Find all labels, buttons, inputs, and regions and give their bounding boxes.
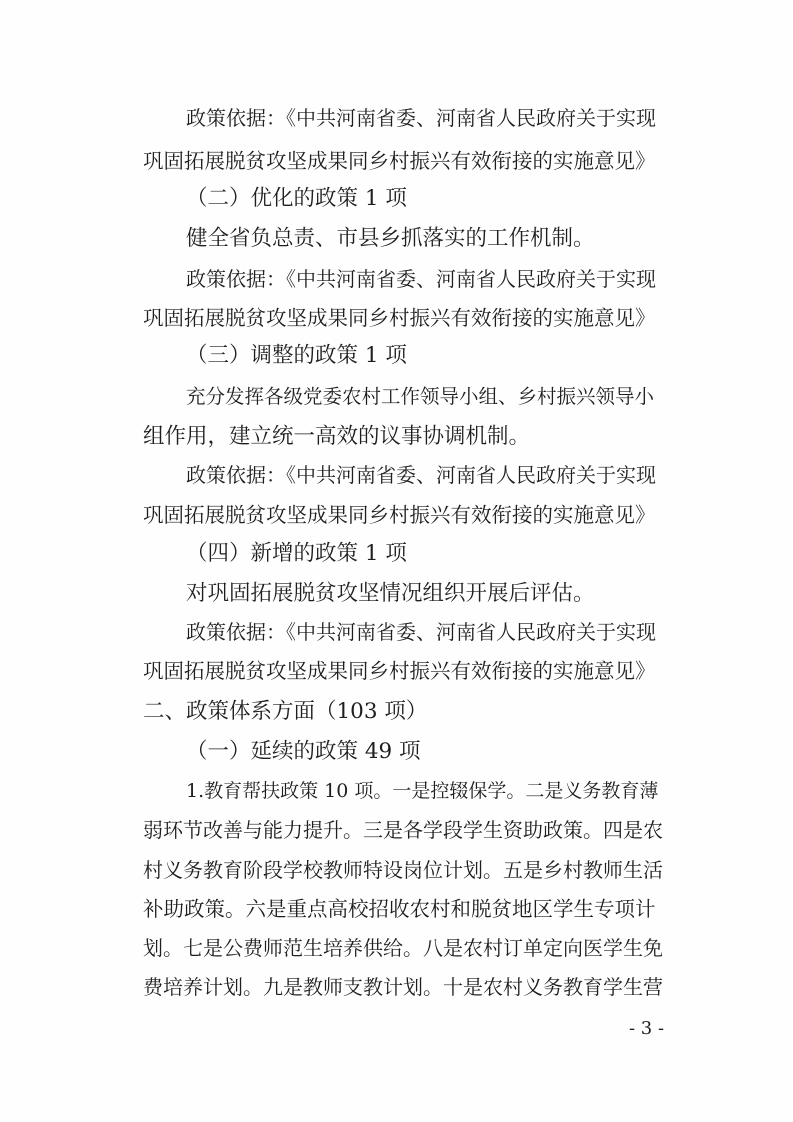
- paragraph-line-cont: 补助政策。六是重点高校招收农村和脱贫地区学生专项计: [143, 897, 656, 921]
- section-heading-adjusted: （三）调整的政策 1 项: [186, 343, 407, 368]
- policy-basis-line-cont: 巩固拓展脱贫攻坚成果同乡村振兴有效衔接的实施意见》: [143, 149, 656, 173]
- paragraph-line: 充分发挥各级党委农村工作领导小组、乡村振兴领导小: [186, 385, 655, 408]
- paragraph-line-cont: 弱环节改善与能力提升。三是各学段学生资助政策。四是农: [143, 818, 663, 842]
- paragraph-line: 对巩固拓展脱贫攻坚情况组织开展后评估。: [186, 581, 595, 606]
- policy-basis-line: 政策依据：《中共河南省委、河南省人民政府关于实现: [186, 267, 656, 291]
- policy-basis-line: 政策依据：《中共河南省委、河南省人民政府关于实现: [186, 463, 656, 487]
- paragraph-line-cont: 费培养计划。九是教师支教计划。十是农村义务教育学生营: [143, 975, 663, 999]
- policy-basis-line-cont: 巩固拓展脱贫攻坚成果同乡村振兴有效衔接的实施意见》: [143, 503, 656, 527]
- page-number: - 3 -: [629, 1018, 665, 1039]
- policy-basis-line-cont: 巩固拓展脱贫攻坚成果同乡村振兴有效衔接的实施意见》: [143, 306, 656, 330]
- section-heading-optimized: （二）优化的政策 1 项: [186, 186, 407, 211]
- policy-basis-line-cont: 巩固拓展脱贫攻坚成果同乡村振兴有效衔接的实施意见》: [143, 659, 656, 683]
- paragraph-line-cont: 村义务教育阶段学校教师特设岗位计划。五是乡村教师生活: [143, 858, 663, 882]
- section-heading-policy-system: 二、政策体系方面（103 项）: [143, 699, 428, 724]
- paragraph-line-cont: 划。七是公费师范生培养供给。八是农村订单定向医学生免: [143, 936, 663, 960]
- paragraph-line-cont: 组作用，建立统一高效的议事协调机制。: [143, 424, 531, 449]
- paragraph-line: 1.教育帮扶政策 10 项。一是控辍保学。二是义务教育薄: [186, 780, 659, 802]
- section-heading-continued: （一）延续的政策 49 项: [186, 739, 421, 764]
- paragraph-line: 健全省负总责、市县乡抓落实的工作机制。: [186, 226, 595, 251]
- policy-basis-line: 政策依据：《中共河南省委、河南省人民政府关于实现: [186, 106, 656, 130]
- policy-basis-line: 政策依据：《中共河南省委、河南省人民政府关于实现: [186, 620, 656, 644]
- section-heading-new: （四）新增的政策 1 项: [186, 541, 407, 566]
